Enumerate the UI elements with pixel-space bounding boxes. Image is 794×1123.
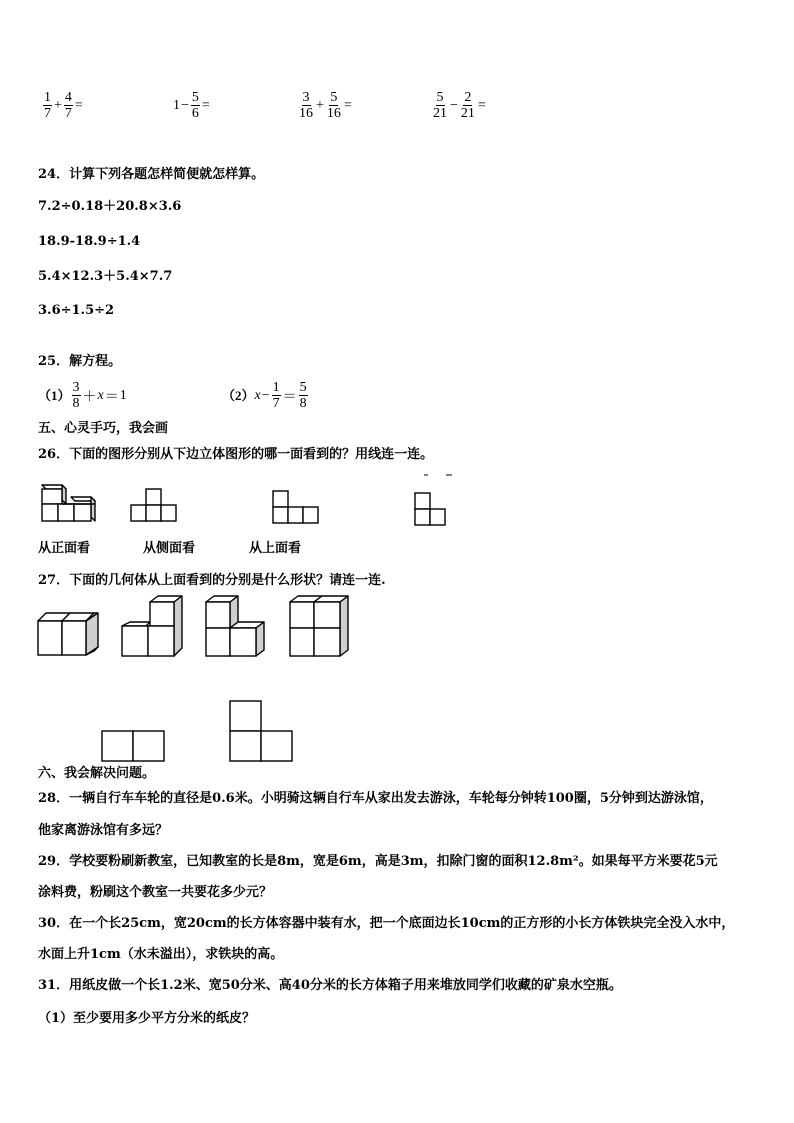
q31-subquestion: （1）至少要用多少平方分米的纸皮？ — [38, 1011, 256, 1026]
denominator: 8 — [72, 396, 80, 411]
q27-solid-figure-1 — [36, 611, 102, 657]
minus-sign: − — [261, 387, 270, 403]
cube-front-face — [74, 504, 91, 521]
q27-top-view-shape-b — [228, 699, 294, 763]
q28-line: 他家离游泳馆有多远？ — [38, 823, 169, 838]
q27-solid-figure-2 — [120, 594, 186, 658]
equals-sign: = — [343, 97, 352, 113]
view-label-front: 从正面看 — [38, 541, 91, 556]
equals-sign: = — [477, 97, 486, 113]
section-heading-6: 六、我会解决问题。 — [38, 766, 156, 781]
numerator: 1 — [44, 90, 51, 105]
variable-x: x — [97, 387, 104, 403]
equals-sign: ＝ — [104, 389, 119, 405]
fraction-expr-4 — [431, 90, 487, 121]
q27-title: 27．下面的几何体从上面看到的分别是什么形状？请连一连. — [38, 573, 386, 588]
operator: + — [316, 97, 324, 113]
numerator: 3 — [302, 90, 310, 105]
cube-front-face — [42, 504, 58, 521]
q30-line: 30．在一个长25cm，宽20cm的长方体容器中装有水，把一个底面边长10cm的正方形的小长方体铁块完全没入水中， — [38, 916, 735, 931]
q24-item: 3.6÷1.5÷2 — [38, 303, 115, 318]
q29-line: 涂料费，粉刷这个教室一共要花多少元？ — [38, 885, 273, 900]
q27-top-view-shape-a — [100, 729, 166, 763]
numerator: 5 — [299, 380, 307, 395]
q24-item: 7.2÷0.18＋20.8×3.6 — [38, 199, 182, 214]
denominator: 16 — [299, 106, 313, 121]
q24-item: 5.4×12.3＋5.4×7.7 — [38, 269, 173, 284]
fraction-expr-2 — [173, 90, 211, 121]
numerator: 1 — [272, 380, 280, 395]
whole-number: 1 — [173, 97, 180, 113]
q24-item: 18.9-18.9÷1.4 — [38, 234, 141, 249]
denominator: 7 — [44, 106, 51, 121]
denominator: 7 — [64, 106, 72, 121]
denominator: 7 — [272, 396, 280, 411]
section-heading-5: 五、心灵手巧，我会画 — [38, 421, 169, 436]
q28-line: 28．一辆自行车车轮的直径是0.6米。小明骑这辆自行车从家出发去游泳，车轮每分钟转100圈，5分钟到达游泳馆， — [38, 791, 713, 806]
q26-view-shape-a — [130, 487, 178, 523]
plus-sign: ＋ — [82, 389, 97, 405]
equation-1 — [38, 380, 127, 411]
operator: + — [54, 97, 62, 113]
numerator: 5 — [330, 90, 338, 105]
numerator: 5 — [191, 90, 199, 105]
denominator: 6 — [191, 106, 199, 121]
q27-solid-figure-4 — [288, 594, 354, 658]
q26-title: 26．下面的图形分别从下边立体图形的哪一面看到的？用线连一连。 — [38, 447, 434, 462]
fraction-expr-1 — [42, 90, 84, 121]
equals-sign: ＝ — [282, 389, 297, 405]
numerator: 3 — [72, 380, 80, 395]
q26-solid-figure — [36, 483, 100, 525]
q26-view-shape-b — [272, 489, 320, 525]
q26-view-shape-c — [414, 491, 448, 527]
equals-sign: = — [74, 97, 83, 113]
q24-title: 24．计算下列各题怎样简便就怎样算。 — [38, 167, 265, 182]
equation-label: （2） — [222, 387, 255, 403]
q31-line: 31．用纸皮做一个长1.2米、宽50分米、高40分米的长方体箱子用来堆放同学们收藏的矿泉水空瓶。 — [38, 978, 622, 993]
q29-line: 29．学校要粉刷新教室，已知教室的长是8m，宽是6m，高是3m，扣除门窗的面积12.8m²。如果每平方米要花5元 — [38, 854, 718, 869]
variable-x: x — [254, 387, 261, 403]
fraction-expr-3 — [297, 90, 353, 121]
denominator: 16 — [326, 106, 341, 121]
q30-line: 水面上升1cm（水未溢出），求铁块的高。 — [38, 947, 284, 962]
view-label-side: 从侧面看 — [143, 541, 196, 556]
cube-front-face — [58, 504, 74, 521]
numerator: 4 — [64, 90, 72, 105]
divider-mark — [420, 473, 454, 477]
numerator: 5 — [436, 90, 444, 105]
denominator: 21 — [433, 106, 447, 121]
denominator: 8 — [299, 396, 307, 411]
denominator: 21 — [460, 106, 475, 121]
operator: − — [181, 97, 189, 113]
equation-label: （1） — [38, 387, 71, 403]
q25-title: 25．解方程。 — [38, 354, 122, 369]
rhs-value: 1 — [119, 387, 127, 403]
equals-sign: = — [201, 97, 210, 113]
numerator: 2 — [464, 90, 472, 105]
equation-2 — [222, 380, 309, 411]
cube-front-face — [42, 489, 62, 504]
operator: − — [450, 97, 458, 113]
view-label-top: 从上面看 — [249, 541, 302, 556]
q27-solid-figure-3 — [204, 594, 270, 658]
